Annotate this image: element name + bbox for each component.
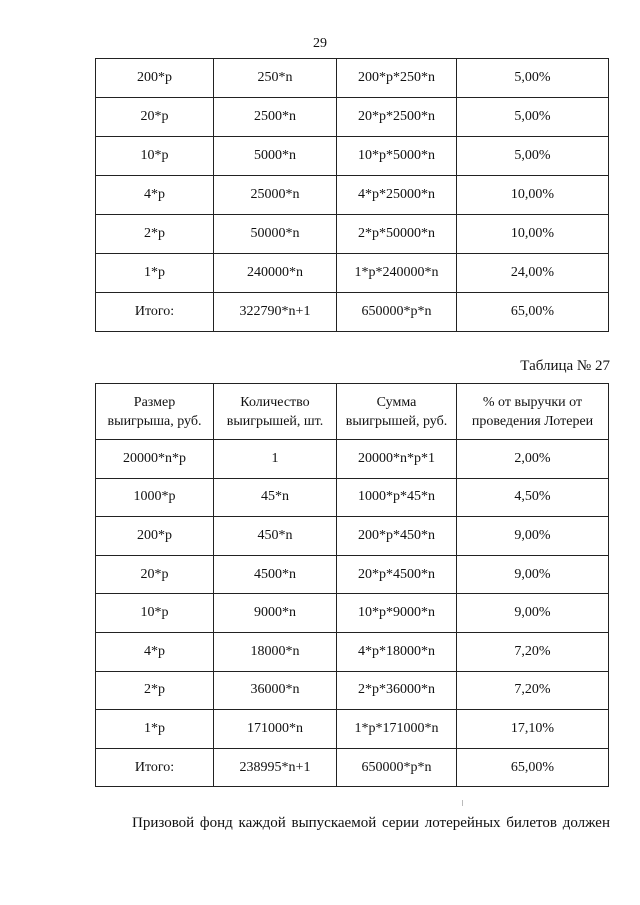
prize-table-continued (95, 58, 609, 332)
prize-sum-cell: 10*р*9000*n (337, 594, 457, 633)
prize-count-cell: 50000*n (214, 215, 337, 254)
revenue-percent-cell: 10,00% (457, 176, 609, 215)
prize-count-cell: 171000*n (214, 710, 337, 749)
table-row (96, 98, 609, 137)
prize-sum-cell: 1*р*171000*n (337, 710, 457, 749)
prize-size-cell: 4*р (96, 176, 214, 215)
table-row (96, 440, 609, 479)
prize-count-cell: 4500*n (214, 555, 337, 594)
prize-sum-cell: 4*р*25000*n (337, 176, 457, 215)
prize-size-cell: 1000*р (96, 478, 214, 517)
prize-size-cell: 10*р (96, 594, 214, 633)
prize-count-cell: 2500*n (214, 98, 337, 137)
prize-sum-cell: 650000*р*n (337, 293, 457, 332)
prize-count-cell: 238995*n+1 (214, 748, 337, 787)
revenue-percent-cell: 10,00% (457, 215, 609, 254)
prize-count-cell: 5000*n (214, 137, 337, 176)
revenue-percent-cell: 24,00% (457, 254, 609, 293)
prize-size-cell: 200*р (96, 517, 214, 556)
prize-sum-cell: 2*р*50000*n (337, 215, 457, 254)
prize-table-27-body (96, 440, 609, 787)
prize-sum-cell: 4*р*18000*n (337, 632, 457, 671)
table-row (96, 215, 609, 254)
margin-mark (462, 800, 463, 806)
table-row (96, 555, 609, 594)
table-title: Таблица № 27 (520, 358, 610, 374)
prize-sum-cell: 20*р*2500*n (337, 98, 457, 137)
table-row (96, 293, 609, 332)
table-row (96, 632, 609, 671)
page-number: 29 (313, 36, 327, 51)
prize-count-cell: 322790*n+1 (214, 293, 337, 332)
prize-count-cell: 240000*n (214, 254, 337, 293)
prize-count-cell: 1 (214, 440, 337, 479)
prize-sum-cell: 2*р*36000*n (337, 671, 457, 710)
prize-sum-cell: 20000*n*р*1 (337, 440, 457, 479)
prize-count-cell: 9000*n (214, 594, 337, 633)
table-row (96, 517, 609, 556)
prize-size-cell: 20*р (96, 555, 214, 594)
prize-table-continued-body (96, 59, 609, 332)
prize-sum-cell: 20*р*4500*n (337, 555, 457, 594)
prize-sum-cell: 200*р*250*n (337, 59, 457, 98)
prize-size-cell: 200*р (96, 59, 214, 98)
table-header-row (96, 384, 609, 440)
prize-size-cell: 20*р (96, 98, 214, 137)
table-row (96, 710, 609, 749)
table-row (96, 176, 609, 215)
table-row (96, 254, 609, 293)
header-prize-count: Количество выигрышей, шт. (214, 384, 337, 440)
table-row (96, 478, 609, 517)
revenue-percent-cell: 7,20% (457, 671, 609, 710)
prize-count-cell: 45*n (214, 478, 337, 517)
table-row (96, 748, 609, 787)
prize-size-cell: 1*р (96, 710, 214, 749)
prize-size-cell: 20000*n*р (96, 440, 214, 479)
prize-table-27 (95, 383, 609, 787)
table-row (96, 594, 609, 633)
revenue-percent-cell: 9,00% (457, 517, 609, 556)
prize-size-cell: 10*р (96, 137, 214, 176)
body-paragraph: Призовой фонд каждой выпускаемой серии лотерейных билетов должен (132, 815, 610, 831)
header-prize-sum: Сумма выигрышей, руб. (337, 384, 457, 440)
prize-size-cell: 2*р (96, 671, 214, 710)
prize-count-cell: 450*n (214, 517, 337, 556)
prize-size-cell: 1*р (96, 254, 214, 293)
revenue-percent-cell: 65,00% (457, 293, 609, 332)
table-row (96, 137, 609, 176)
revenue-percent-cell: 5,00% (457, 59, 609, 98)
prize-count-cell: 250*n (214, 59, 337, 98)
revenue-percent-cell: 5,00% (457, 98, 609, 137)
revenue-percent-cell: 9,00% (457, 555, 609, 594)
prize-sum-cell: 650000*р*n (337, 748, 457, 787)
prize-sum-cell: 10*р*5000*n (337, 137, 457, 176)
revenue-percent-cell: 9,00% (457, 594, 609, 633)
revenue-percent-cell: 2,00% (457, 440, 609, 479)
prize-sum-cell: 1000*р*45*n (337, 478, 457, 517)
revenue-percent-cell: 5,00% (457, 137, 609, 176)
revenue-percent-cell: 17,10% (457, 710, 609, 749)
header-prize-size: Размер выигрыша, руб. (96, 384, 214, 440)
prize-count-cell: 25000*n (214, 176, 337, 215)
revenue-percent-cell: 4,50% (457, 478, 609, 517)
prize-size-cell: 4*р (96, 632, 214, 671)
table-row (96, 59, 609, 98)
prize-size-cell: 2*р (96, 215, 214, 254)
prize-count-cell: 18000*n (214, 632, 337, 671)
revenue-percent-cell: 65,00% (457, 748, 609, 787)
revenue-percent-cell: 7,20% (457, 632, 609, 671)
prize-count-cell: 36000*n (214, 671, 337, 710)
prize-sum-cell: 200*р*450*n (337, 517, 457, 556)
prize-size-cell: Итого: (96, 293, 214, 332)
prize-size-cell: Итого: (96, 748, 214, 787)
table-row (96, 671, 609, 710)
header-revenue-percent: % от выручки от проведения Лотереи (457, 384, 609, 440)
prize-sum-cell: 1*р*240000*n (337, 254, 457, 293)
